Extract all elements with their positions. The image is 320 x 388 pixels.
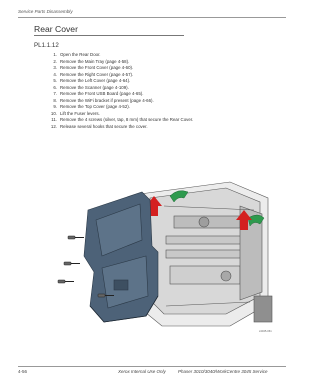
procedure-step: 8. Remove the WiFi bracket if present (page 4-66).	[53, 97, 154, 103]
page-title: Rear Cover	[34, 24, 78, 34]
procedure-step: 9. Remove the Top Cover (page 4-52).	[53, 104, 130, 110]
rear-cover-removal-illustration	[54, 176, 294, 336]
parts-list-reference: PL1.1.12	[34, 42, 59, 49]
footer-product: Phaser 3010/3040/WorkCentre 3045 Service	[178, 369, 268, 374]
header-rule	[18, 17, 286, 18]
title-rule	[34, 35, 184, 36]
procedure-step: 10. Lift the Fuser levers.	[50, 110, 100, 116]
running-header: Service Parts Disassembly	[18, 9, 73, 14]
procedure-steps	[48, 52, 288, 131]
screw-2	[64, 262, 80, 265]
screw-3	[58, 280, 74, 283]
procedure-step: 6. Remove the Scanner (page 4-109).	[53, 84, 129, 90]
procedure-step: 12. Release several hooks that secure the cover.	[50, 124, 148, 130]
footer-rule	[18, 366, 286, 367]
procedure-step: 7. Remove the Front USB Board (page 4-65).	[53, 91, 144, 97]
procedure-step: 2. Remove the Main Tray (page 4-58).	[53, 58, 130, 64]
footer-internal-use: Xerox Internal Use Only	[118, 369, 166, 374]
procedure-step: 3. Remove the Front Cover (page 4-60).	[53, 65, 134, 71]
procedure-step: 4. Remove the Right Cover (page 4-57).	[53, 71, 134, 77]
page-number: 4-56	[18, 369, 28, 374]
screw-1	[68, 236, 84, 239]
procedure-step: 11. Remove the 4 screws (silver, tap, 8 mm) that secure the Rear Cover.	[51, 117, 194, 123]
rear-cover	[84, 192, 158, 322]
procedure-step: 5. Remove the Left Cover (page 4-64).	[53, 78, 131, 84]
figure-id: s3045-061	[259, 330, 272, 333]
procedure-step: 1. Open the Rear Door.	[53, 52, 101, 57]
